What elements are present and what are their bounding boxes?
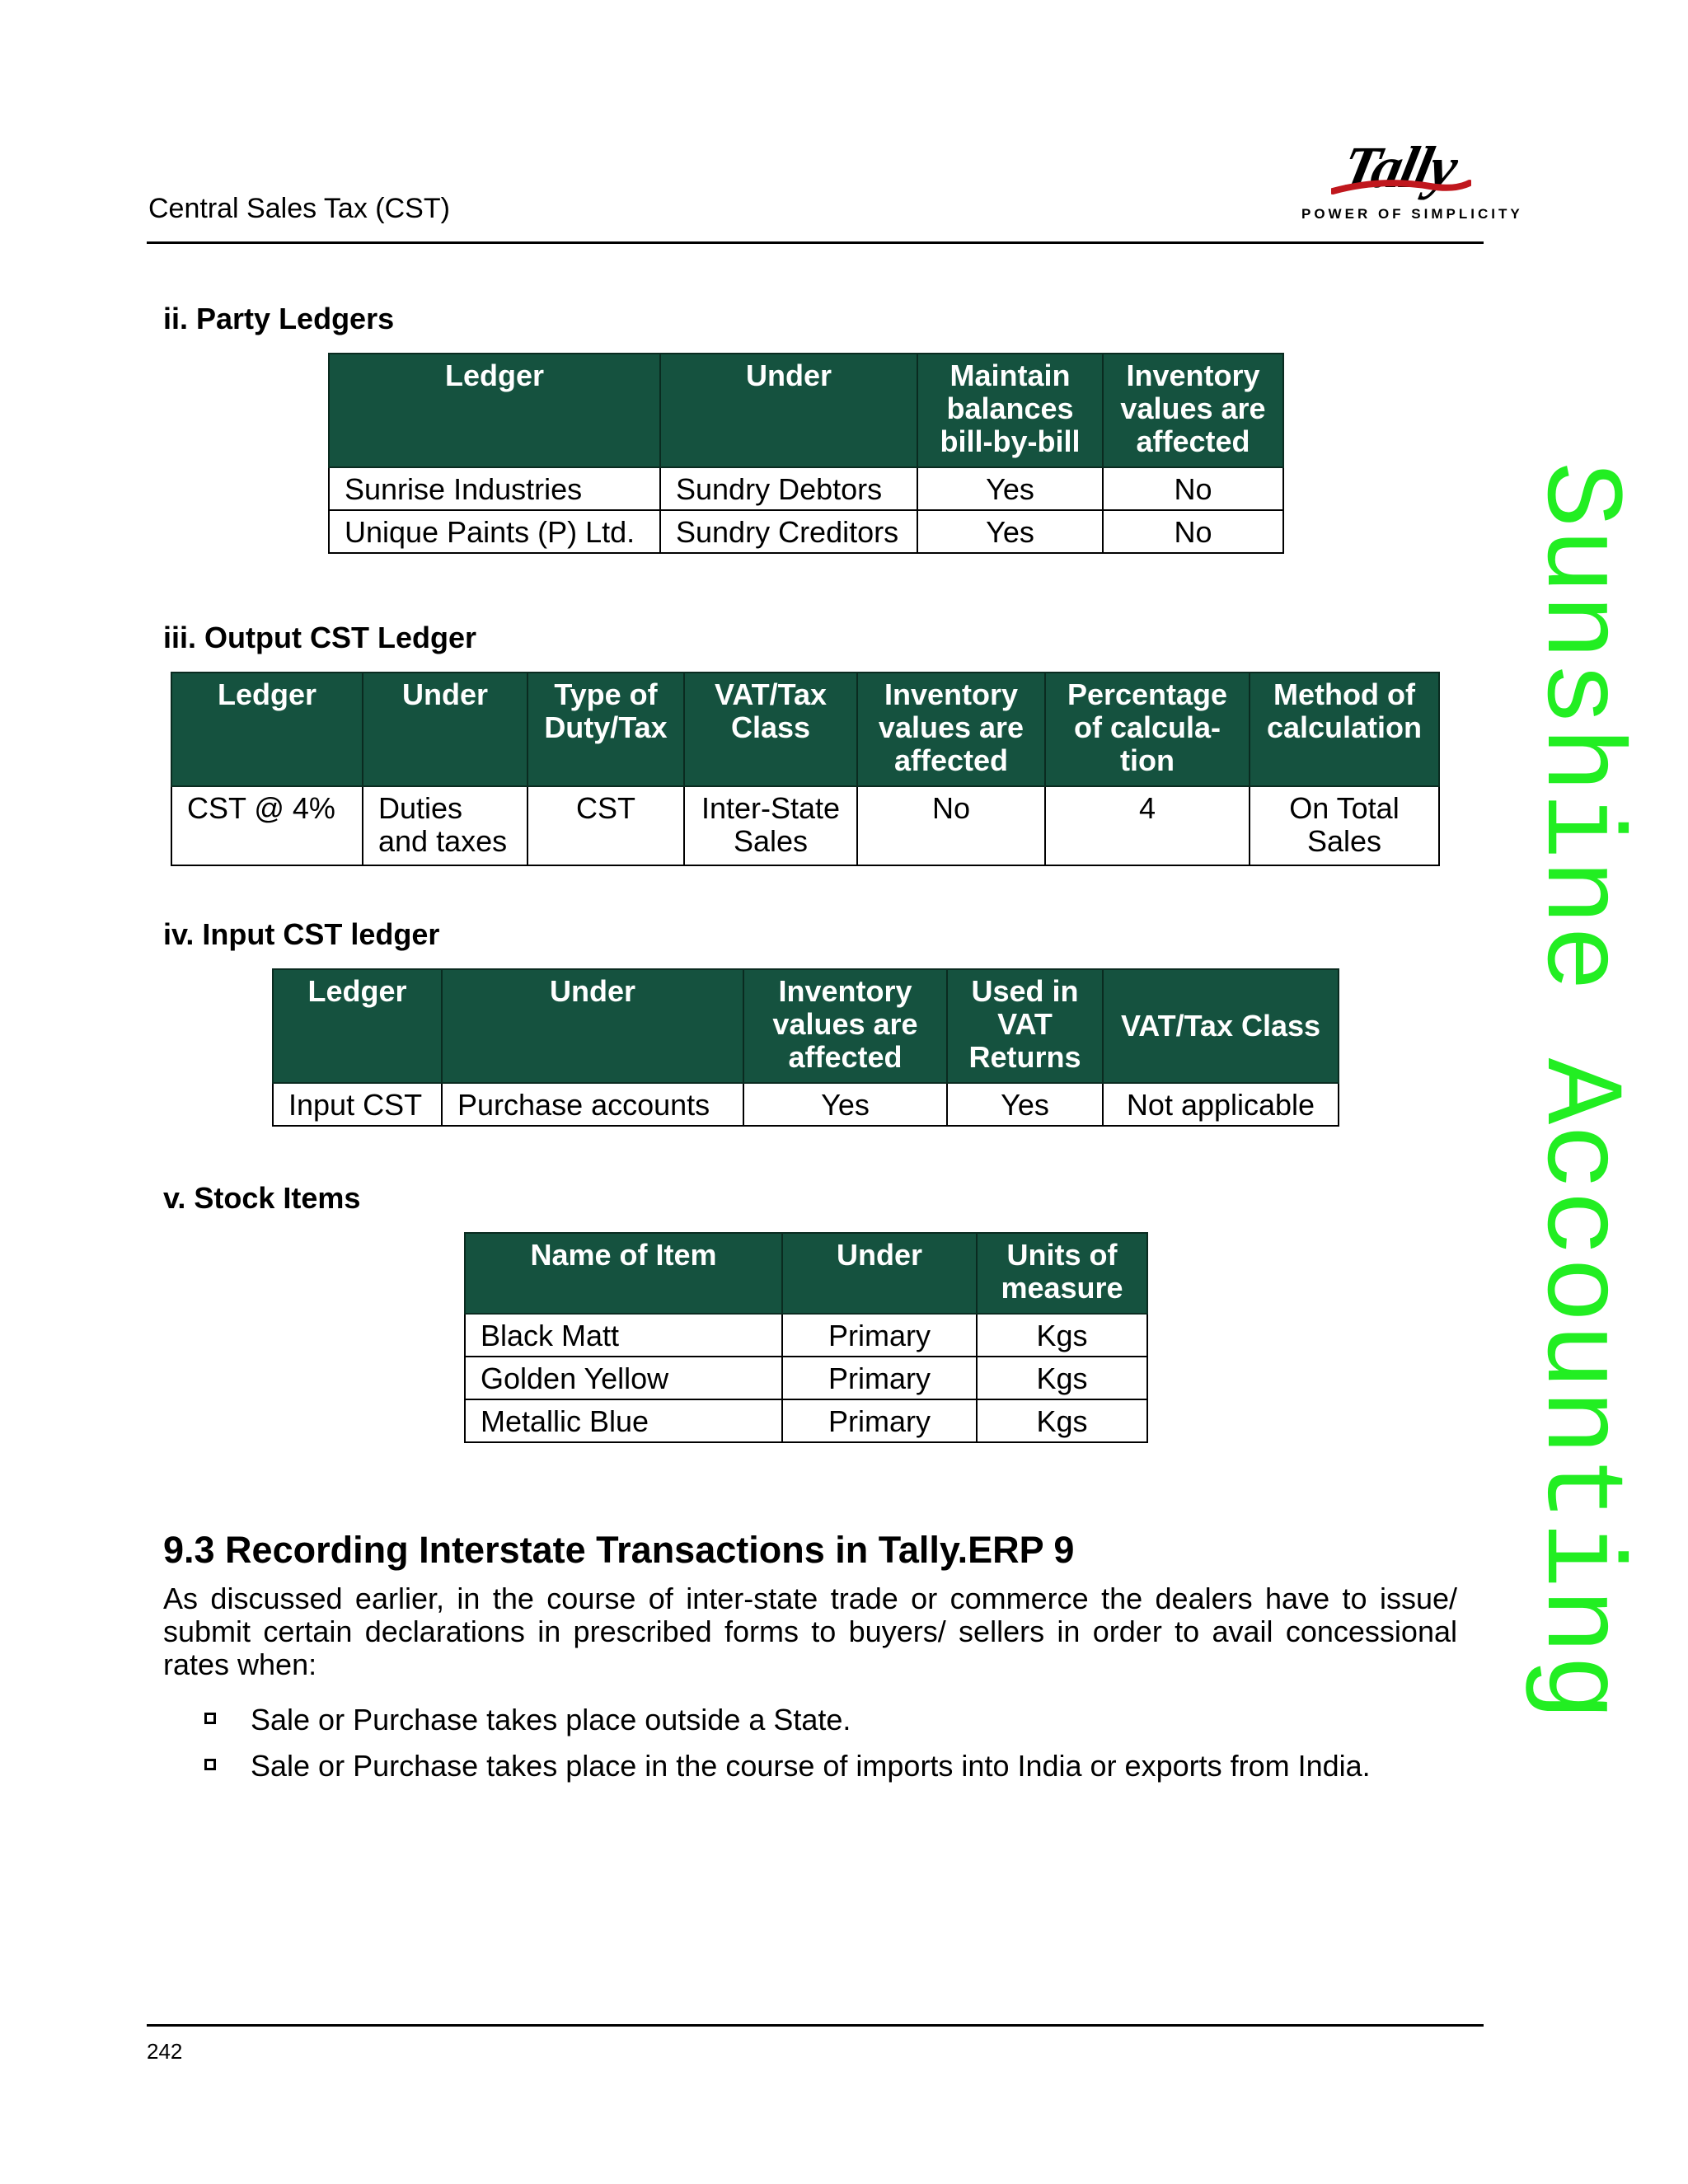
table-cell: Golden Yellow [465,1357,782,1399]
table-cell: Purchase accounts [442,1083,743,1126]
table-cell: CST @ 4% [171,786,363,865]
column-header: Inventory values are affected [743,969,947,1083]
column-header: Inventory values are affected [1103,354,1283,467]
column-header: Units of measure [977,1233,1147,1314]
table-cell: Sundry Debtors [660,467,917,510]
table-row [465,1357,1147,1399]
output-cst-label: iii. Output CST Ledger [163,621,476,654]
column-header: Under [363,673,528,786]
logo-wordmark: Tally [1336,134,1462,200]
bullet-text: Sale or Purchase takes place in the course of imports into India or exports from India. [251,1749,1371,1783]
stock-items-label: v. Stock Items [163,1181,361,1215]
column-header: Ledger [171,673,363,786]
table-cell: On Total Sales [1250,786,1439,865]
column-header: Type of Duty/Tax [528,673,684,786]
table-row [465,1399,1147,1442]
table-cell: 4 [1045,786,1250,865]
input-cst-label: iv. Input CST ledger [163,917,440,951]
logo-tagline: POWER OF SIMPLICITY [1301,206,1523,222]
table-cell: Input CST [273,1083,442,1126]
page-number: 242 [147,2039,183,2064]
table-cell: No [1103,510,1283,553]
column-header: Maintain balances bill-by-bill [917,354,1103,467]
table-cell: Kgs [977,1399,1147,1442]
output-cst-table [171,672,1440,866]
table-row [329,467,1283,510]
table-cell: No [857,786,1045,865]
table-cell: Inter-State Sales [684,786,857,865]
column-header: Under [782,1233,977,1314]
column-header: Name of Item [465,1233,782,1314]
column-header: Used in VAT Returns [947,969,1103,1083]
logo-swoosh-icon [1331,176,1471,201]
watermark-text: Sunshine Accounting [1515,462,1640,1721]
column-header: VAT/Tax Class [684,673,857,786]
table-cell: CST [528,786,684,865]
watermark [1508,462,1640,1731]
table-cell: Yes [917,510,1103,553]
table-cell: Yes [947,1083,1103,1126]
table-row [465,1314,1147,1357]
table-cell: Black Matt [465,1314,782,1357]
column-header: Inventory values are affected [857,673,1045,786]
section-paragraph: As discussed earlier, in the course of inter-state trade or commerce the dealers have to issue/ submit certain declarations in prescribed forms to buyers/ sellers in order to avail concessional rates when: [163,1582,1457,1681]
table-cell: Yes [743,1083,947,1126]
party-ledgers-label: ii. Party Ledgers [163,302,395,335]
column-header: Ledger [329,354,660,467]
table-cell: Primary [782,1314,977,1357]
square-bullet-icon [204,1759,216,1770]
table-cell: Sunrise Industries [329,467,660,510]
table-row [329,510,1283,553]
section-heading: 9.3 Recording Interstate Transactions in Tally.ERP 9 [163,1529,1075,1571]
bullet-text: Sale or Purchase takes place outside a State. [251,1703,851,1736]
party-ledgers-table [328,353,1284,554]
column-header: Under [442,969,743,1083]
table-cell: Unique Paints (P) Ltd. [329,510,660,553]
square-bullet-icon [204,1713,216,1724]
stock-items-table [464,1232,1148,1443]
table-row [273,1083,1339,1126]
footer-rule [147,2024,1484,2027]
table-cell: Metallic Blue [465,1399,782,1442]
table-cell: Not applicable [1103,1083,1339,1126]
table-cell: Duties and taxes [363,786,528,865]
table-cell: Sundry Creditors [660,510,917,553]
table-cell: Kgs [977,1357,1147,1399]
column-header: Under [660,354,917,467]
table-cell: Primary [782,1399,977,1442]
tally-logo [1298,134,1523,229]
column-header: VAT/Tax Class [1103,969,1339,1083]
header-rule [147,241,1484,244]
table-cell: Primary [782,1357,977,1399]
running-header: Central Sales Tax (CST) [148,193,450,224]
column-header: Ledger [273,969,442,1083]
table-cell: Kgs [977,1314,1147,1357]
table-cell: No [1103,467,1283,510]
input-cst-table [272,968,1339,1127]
table-row [171,786,1439,865]
column-header: Percentage of calcula-tion [1045,673,1250,786]
column-header: Method of calculation [1250,673,1439,786]
table-cell: Yes [917,467,1103,510]
